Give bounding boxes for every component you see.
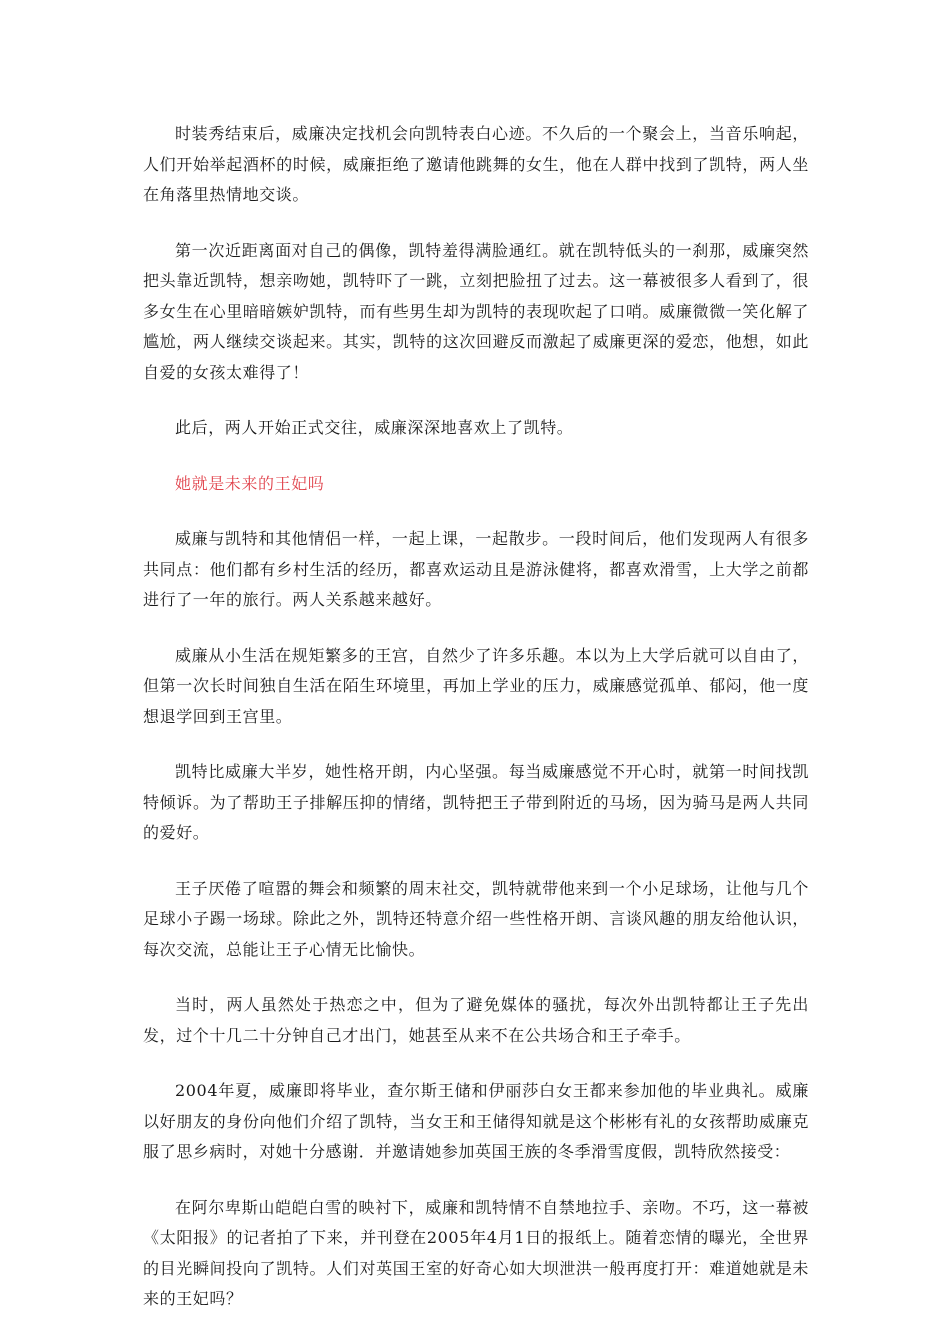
paragraph: 凯特比威廉大半岁，她性格开朗，内心坚强。每当威廉感觉不开心时，就第一时间找凯特倾诉。为了帮助王子排解压抑的情绪，凯特把王子带到附近的马场，因为骑马是两人共同的爱好。 <box>143 762 809 842</box>
section-heading: 她就是未来的王妃吗 <box>175 473 325 493</box>
paragraph: 时装秀结束后，威廉决定找机会向凯特表白心迹。不久后的一个聚会上，当音乐响起，人们开始举起酒杯的时候，威廉拒绝了邀请他跳舞的女生，他在人群中找到了凯特，两人坐在角落里热情地交谈。 <box>143 124 809 204</box>
paragraph: 2004年夏，威廉即将毕业，查尔斯王储和伊丽莎白女王都来参加他的毕业典礼。威廉以好朋友的身份向他们介绍了凯特，当女王和王储得知就是这个彬彬有礼的女孩帮助威廉克服了思乡病时，对她十分感谢．并邀请她参加英国王族的冬季滑雪度假，凯特欣然接受： <box>143 1081 809 1161</box>
paragraph: 此后，两人开始正式交往，威廉深深地喜欢上了凯特。 <box>175 418 574 437</box>
article-body <box>143 119 809 1340</box>
paragraph: 威廉从小生活在规矩繁多的王宫，自然少了许多乐趣。本以为上大学后就可以自由了，但第一次长时间独自生活在陌生环境里，再加上学业的压力，威廉感觉孤单、郁闷，他一度想退学回到王宫里。 <box>143 645 809 726</box>
paragraph: 第一次近距离面对自己的偶像，凯特羞得满脸通红。就在凯特低头的一刹那，威廉突然把头靠近凯特，想亲吻她，凯特吓了一跳，立刻把脸扭了过去。这一幕被很多人看到了，很多女生在心里暗暗嫉妒凯特，而有些男生却为凯特的表现吹起了口哨。威廉微微一笑化解了尴尬，两人继续交谈起来。其实，凯特的这次回避反而激起了威廉更深的爱恋，他想，如此自爱的女孩太难得了！ <box>143 240 809 382</box>
paragraph: 当时，两人虽然处于热恋之中，但为了避免媒体的骚扰，每次外出凯特都让王子先出发，过个十几二十分钟自己才出门，她甚至从来不在公共场合和王子牵手。 <box>143 995 809 1045</box>
paragraph: 在阿尔卑斯山皑皑白雪的映衬下，威廉和凯特情不自禁地拉手、亲吻。不巧，这一幕被《太阳报》的记者拍了下来，并刊登在2005年4月1日的报纸上。随着恋情的曝光，全世界的目光瞬间投向了凯特。人们对英国王室的好奇心如大坝泄洪一般再度打开：难道她就是未来的王妃吗？ <box>143 1197 809 1308</box>
paragraph: 王子厌倦了喧嚣的舞会和频繁的周末社交，凯特就带他来到一个小足球场，让他与几个足球小子踢一场球。除此之外，凯特还特意介绍一些性格开朗、言谈风趣的朋友给他认识，每次交流，总能让王子心情无比愉快。 <box>143 878 809 959</box>
paragraph: 威廉与凯特和其他情侣一样，一起上课，一起散步。一段时间后，他们发现两人有很多共同点：他们都有乡村生活的经历，都喜欢运动且是游泳健将，都喜欢滑雪，上大学之前都进行了一年的旅行。两人关系越来越好。 <box>143 529 809 609</box>
